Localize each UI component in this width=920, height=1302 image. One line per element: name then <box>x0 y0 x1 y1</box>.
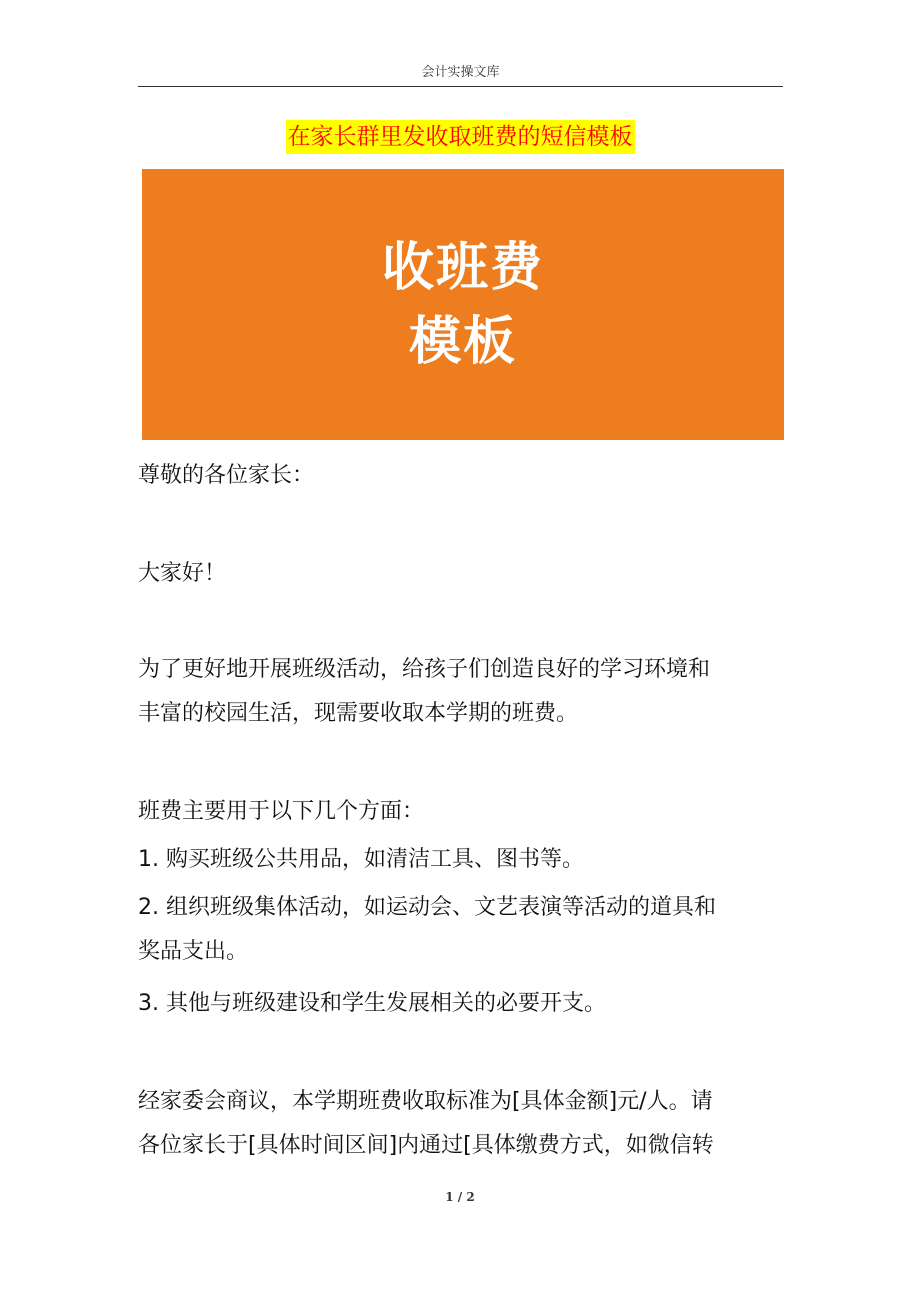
greeting: 尊敬的各位家长： <box>138 463 315 488</box>
banner-line-1: 收班费 <box>381 237 544 298</box>
list-item-2-line-2: 奖品支出。 <box>138 939 249 964</box>
uses-intro: 班费主要用于以下几个方面： <box>138 799 425 824</box>
banner-image <box>142 169 784 440</box>
hello: 大家好！ <box>138 561 227 586</box>
banner-line-2: 模板 <box>408 311 517 372</box>
paragraph-1-line-2: 丰富的校园生活，现需要收取本学期的班费。 <box>138 701 579 726</box>
paragraph-2 <box>138 1080 788 1168</box>
paragraph-1 <box>138 648 788 736</box>
document-title: 在家长群里发收取班费的短信模板 <box>286 120 635 154</box>
paragraph-2-line-1: 经家委会商议，本学期班费收取标准为[具体金额]元/人。请 <box>138 1089 713 1114</box>
list-item-1: 1. 购买班级公共用品，如清洁工具、图书等。 <box>138 847 584 872</box>
header-text: 会计实操文库 <box>421 65 500 80</box>
page-number: 1 / 2 <box>445 1190 475 1204</box>
paragraph-1-line-1: 为了更好地开展班级活动，给孩子们创造良好的学习环境和 <box>138 657 711 682</box>
title-container <box>0 120 920 154</box>
list-item-2-line-1: 2. 组织班级集体活动，如运动会、文艺表演等活动的道具和 <box>138 895 716 920</box>
paragraph-2-line-2: 各位家长于[具体时间区间]内通过[具体缴费方式，如微信转 <box>138 1133 714 1158</box>
list-item-3: 3. 其他与班级建设和学生发展相关的必要开支。 <box>138 991 606 1016</box>
list-item-2 <box>138 886 788 974</box>
page-header <box>138 60 783 87</box>
